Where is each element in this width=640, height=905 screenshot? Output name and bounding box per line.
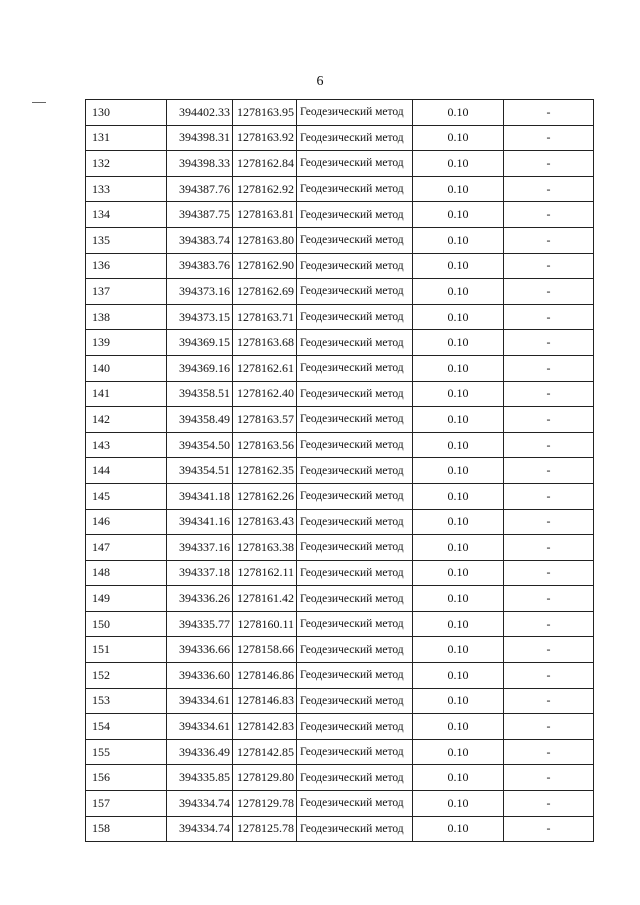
point-number-cell: 141 xyxy=(86,381,167,407)
note-cell: - xyxy=(504,535,594,561)
method-cell: Геодезический метод xyxy=(297,407,413,433)
x-coordinate-cell: 394373.15 xyxy=(167,304,233,330)
note-cell: - xyxy=(504,125,594,151)
note-cell: - xyxy=(504,253,594,279)
x-coordinate-cell: 394341.18 xyxy=(167,483,233,509)
x-coordinate-cell: 394341.16 xyxy=(167,509,233,535)
x-coordinate-cell: 394398.31 xyxy=(167,125,233,151)
note-cell: - xyxy=(504,330,594,356)
note-cell: - xyxy=(504,151,594,177)
y-coordinate-cell: 1278162.69 xyxy=(233,279,297,305)
point-number-cell: 157 xyxy=(86,791,167,817)
note-cell: - xyxy=(504,663,594,689)
method-cell: Геодезический метод xyxy=(297,791,413,817)
method-cell: Геодезический метод xyxy=(297,355,413,381)
x-coordinate-cell: 394358.49 xyxy=(167,407,233,433)
y-coordinate-cell: 1278160.11 xyxy=(233,611,297,637)
x-coordinate-cell: 394337.18 xyxy=(167,560,233,586)
note-cell: - xyxy=(504,432,594,458)
accuracy-cell: 0.10 xyxy=(413,663,504,689)
x-coordinate-cell: 394398.33 xyxy=(167,151,233,177)
table-row xyxy=(86,202,594,228)
x-coordinate-cell: 394383.76 xyxy=(167,253,233,279)
method-cell: Геодезический метод xyxy=(297,279,413,305)
note-cell: - xyxy=(504,279,594,305)
table-row xyxy=(86,407,594,433)
x-coordinate-cell: 394383.74 xyxy=(167,227,233,253)
point-number-cell: 132 xyxy=(86,151,167,177)
coordinates-table xyxy=(85,99,594,842)
note-cell: - xyxy=(504,355,594,381)
accuracy-cell: 0.10 xyxy=(413,407,504,433)
method-cell: Геодезический метод xyxy=(297,509,413,535)
point-number-cell: 152 xyxy=(86,663,167,689)
accuracy-cell: 0.10 xyxy=(413,227,504,253)
x-coordinate-cell: 394336.66 xyxy=(167,637,233,663)
x-coordinate-cell: 394402.33 xyxy=(167,100,233,126)
point-number-cell: 137 xyxy=(86,279,167,305)
y-coordinate-cell: 1278142.83 xyxy=(233,714,297,740)
note-cell: - xyxy=(504,509,594,535)
accuracy-cell: 0.10 xyxy=(413,560,504,586)
method-cell: Геодезический метод xyxy=(297,458,413,484)
table-row xyxy=(86,535,594,561)
table-row xyxy=(86,125,594,151)
x-coordinate-cell: 394334.74 xyxy=(167,816,233,842)
x-coordinate-cell: 394336.60 xyxy=(167,663,233,689)
x-coordinate-cell: 394335.77 xyxy=(167,611,233,637)
note-cell: - xyxy=(504,202,594,228)
y-coordinate-cell: 1278158.66 xyxy=(233,637,297,663)
accuracy-cell: 0.10 xyxy=(413,739,504,765)
table-row xyxy=(86,765,594,791)
y-coordinate-cell: 1278163.57 xyxy=(233,407,297,433)
accuracy-cell: 0.10 xyxy=(413,432,504,458)
point-number-cell: 148 xyxy=(86,560,167,586)
x-coordinate-cell: 394369.16 xyxy=(167,355,233,381)
table-row xyxy=(86,816,594,842)
y-coordinate-cell: 1278163.68 xyxy=(233,330,297,356)
accuracy-cell: 0.10 xyxy=(413,586,504,612)
table-row xyxy=(86,688,594,714)
note-cell: - xyxy=(504,586,594,612)
note-cell: - xyxy=(504,739,594,765)
table-row xyxy=(86,509,594,535)
point-number-cell: 149 xyxy=(86,586,167,612)
y-coordinate-cell: 1278162.92 xyxy=(233,176,297,202)
y-coordinate-cell: 1278163.38 xyxy=(233,535,297,561)
method-cell: Геодезический метод xyxy=(297,432,413,458)
point-number-cell: 153 xyxy=(86,688,167,714)
y-coordinate-cell: 1278162.11 xyxy=(233,560,297,586)
table-row xyxy=(86,714,594,740)
x-coordinate-cell: 394334.61 xyxy=(167,714,233,740)
point-number-cell: 136 xyxy=(86,253,167,279)
table-row xyxy=(86,151,594,177)
margin-mark xyxy=(32,102,46,103)
point-number-cell: 143 xyxy=(86,432,167,458)
method-cell: Геодезический метод xyxy=(297,151,413,177)
point-number-cell: 131 xyxy=(86,125,167,151)
accuracy-cell: 0.10 xyxy=(413,125,504,151)
x-coordinate-cell: 394373.16 xyxy=(167,279,233,305)
accuracy-cell: 0.10 xyxy=(413,791,504,817)
accuracy-cell: 0.10 xyxy=(413,535,504,561)
accuracy-cell: 0.10 xyxy=(413,714,504,740)
note-cell: - xyxy=(504,407,594,433)
y-coordinate-cell: 1278163.56 xyxy=(233,432,297,458)
table-row xyxy=(86,227,594,253)
note-cell: - xyxy=(504,637,594,663)
table-row xyxy=(86,279,594,305)
accuracy-cell: 0.10 xyxy=(413,637,504,663)
accuracy-cell: 0.10 xyxy=(413,816,504,842)
y-coordinate-cell: 1278163.81 xyxy=(233,202,297,228)
y-coordinate-cell: 1278125.78 xyxy=(233,816,297,842)
y-coordinate-cell: 1278163.71 xyxy=(233,304,297,330)
point-number-cell: 142 xyxy=(86,407,167,433)
point-number-cell: 140 xyxy=(86,355,167,381)
point-number-cell: 145 xyxy=(86,483,167,509)
x-coordinate-cell: 394387.75 xyxy=(167,202,233,228)
table-row xyxy=(86,458,594,484)
y-coordinate-cell: 1278162.35 xyxy=(233,458,297,484)
point-number-cell: 151 xyxy=(86,637,167,663)
x-coordinate-cell: 394336.26 xyxy=(167,586,233,612)
point-number-cell: 139 xyxy=(86,330,167,356)
y-coordinate-cell: 1278163.80 xyxy=(233,227,297,253)
note-cell: - xyxy=(504,176,594,202)
x-coordinate-cell: 394334.61 xyxy=(167,688,233,714)
point-number-cell: 150 xyxy=(86,611,167,637)
y-coordinate-cell: 1278163.43 xyxy=(233,509,297,535)
method-cell: Геодезический метод xyxy=(297,227,413,253)
note-cell: - xyxy=(504,304,594,330)
x-coordinate-cell: 394354.51 xyxy=(167,458,233,484)
method-cell: Геодезический метод xyxy=(297,483,413,509)
note-cell: - xyxy=(504,483,594,509)
table-row xyxy=(86,176,594,202)
accuracy-cell: 0.10 xyxy=(413,381,504,407)
method-cell: Геодезический метод xyxy=(297,253,413,279)
method-cell: Геодезический метод xyxy=(297,688,413,714)
x-coordinate-cell: 394369.15 xyxy=(167,330,233,356)
y-coordinate-cell: 1278163.95 xyxy=(233,100,297,126)
accuracy-cell: 0.10 xyxy=(413,330,504,356)
note-cell: - xyxy=(504,791,594,817)
accuracy-cell: 0.10 xyxy=(413,688,504,714)
method-cell: Геодезический метод xyxy=(297,100,413,126)
accuracy-cell: 0.10 xyxy=(413,176,504,202)
note-cell: - xyxy=(504,611,594,637)
table-row xyxy=(86,560,594,586)
method-cell: Геодезический метод xyxy=(297,714,413,740)
point-number-cell: 134 xyxy=(86,202,167,228)
y-coordinate-cell: 1278129.78 xyxy=(233,791,297,817)
table-row xyxy=(86,304,594,330)
y-coordinate-cell: 1278161.42 xyxy=(233,586,297,612)
method-cell: Геодезический метод xyxy=(297,765,413,791)
y-coordinate-cell: 1278146.86 xyxy=(233,663,297,689)
accuracy-cell: 0.10 xyxy=(413,765,504,791)
x-coordinate-cell: 394334.74 xyxy=(167,791,233,817)
table-row xyxy=(86,253,594,279)
method-cell: Геодезический метод xyxy=(297,304,413,330)
y-coordinate-cell: 1278162.26 xyxy=(233,483,297,509)
note-cell: - xyxy=(504,560,594,586)
x-coordinate-cell: 394337.16 xyxy=(167,535,233,561)
table-row xyxy=(86,637,594,663)
accuracy-cell: 0.10 xyxy=(413,151,504,177)
point-number-cell: 155 xyxy=(86,739,167,765)
method-cell: Геодезический метод xyxy=(297,330,413,356)
method-cell: Геодезический метод xyxy=(297,739,413,765)
y-coordinate-cell: 1278146.83 xyxy=(233,688,297,714)
method-cell: Геодезический метод xyxy=(297,176,413,202)
accuracy-cell: 0.10 xyxy=(413,100,504,126)
point-number-cell: 144 xyxy=(86,458,167,484)
method-cell: Геодезический метод xyxy=(297,381,413,407)
table-body xyxy=(86,100,594,842)
x-coordinate-cell: 394358.51 xyxy=(167,381,233,407)
x-coordinate-cell: 394354.50 xyxy=(167,432,233,458)
method-cell: Геодезический метод xyxy=(297,611,413,637)
point-number-cell: 154 xyxy=(86,714,167,740)
y-coordinate-cell: 1278162.61 xyxy=(233,355,297,381)
method-cell: Геодезический метод xyxy=(297,663,413,689)
table-row xyxy=(86,355,594,381)
table-row xyxy=(86,791,594,817)
accuracy-cell: 0.10 xyxy=(413,611,504,637)
y-coordinate-cell: 1278162.90 xyxy=(233,253,297,279)
method-cell: Геодезический метод xyxy=(297,586,413,612)
page-number: 6 xyxy=(316,74,324,89)
note-cell: - xyxy=(504,765,594,791)
accuracy-cell: 0.10 xyxy=(413,279,504,305)
point-number-cell: 158 xyxy=(86,816,167,842)
table-row xyxy=(86,586,594,612)
table-row xyxy=(86,381,594,407)
table-row xyxy=(86,663,594,689)
note-cell: - xyxy=(504,227,594,253)
note-cell: - xyxy=(504,688,594,714)
x-coordinate-cell: 394387.76 xyxy=(167,176,233,202)
accuracy-cell: 0.10 xyxy=(413,458,504,484)
y-coordinate-cell: 1278142.85 xyxy=(233,739,297,765)
table-row xyxy=(86,100,594,126)
method-cell: Геодезический метод xyxy=(297,125,413,151)
point-number-cell: 135 xyxy=(86,227,167,253)
accuracy-cell: 0.10 xyxy=(413,304,504,330)
accuracy-cell: 0.10 xyxy=(413,253,504,279)
point-number-cell: 130 xyxy=(86,100,167,126)
table-row xyxy=(86,611,594,637)
accuracy-cell: 0.10 xyxy=(413,355,504,381)
note-cell: - xyxy=(504,714,594,740)
point-number-cell: 138 xyxy=(86,304,167,330)
table-row xyxy=(86,432,594,458)
table-row xyxy=(86,483,594,509)
point-number-cell: 147 xyxy=(86,535,167,561)
accuracy-cell: 0.10 xyxy=(413,202,504,228)
point-number-cell: 156 xyxy=(86,765,167,791)
y-coordinate-cell: 1278162.84 xyxy=(233,151,297,177)
y-coordinate-cell: 1278129.80 xyxy=(233,765,297,791)
accuracy-cell: 0.10 xyxy=(413,483,504,509)
method-cell: Геодезический метод xyxy=(297,637,413,663)
table-row xyxy=(86,739,594,765)
method-cell: Геодезический метод xyxy=(297,816,413,842)
table-row xyxy=(86,330,594,356)
accuracy-cell: 0.10 xyxy=(413,509,504,535)
method-cell: Геодезический метод xyxy=(297,202,413,228)
y-coordinate-cell: 1278163.92 xyxy=(233,125,297,151)
note-cell: - xyxy=(504,100,594,126)
note-cell: - xyxy=(504,458,594,484)
note-cell: - xyxy=(504,381,594,407)
point-number-cell: 146 xyxy=(86,509,167,535)
x-coordinate-cell: 394335.85 xyxy=(167,765,233,791)
note-cell: - xyxy=(504,816,594,842)
x-coordinate-cell: 394336.49 xyxy=(167,739,233,765)
method-cell: Геодезический метод xyxy=(297,560,413,586)
point-number-cell: 133 xyxy=(86,176,167,202)
method-cell: Геодезический метод xyxy=(297,535,413,561)
y-coordinate-cell: 1278162.40 xyxy=(233,381,297,407)
